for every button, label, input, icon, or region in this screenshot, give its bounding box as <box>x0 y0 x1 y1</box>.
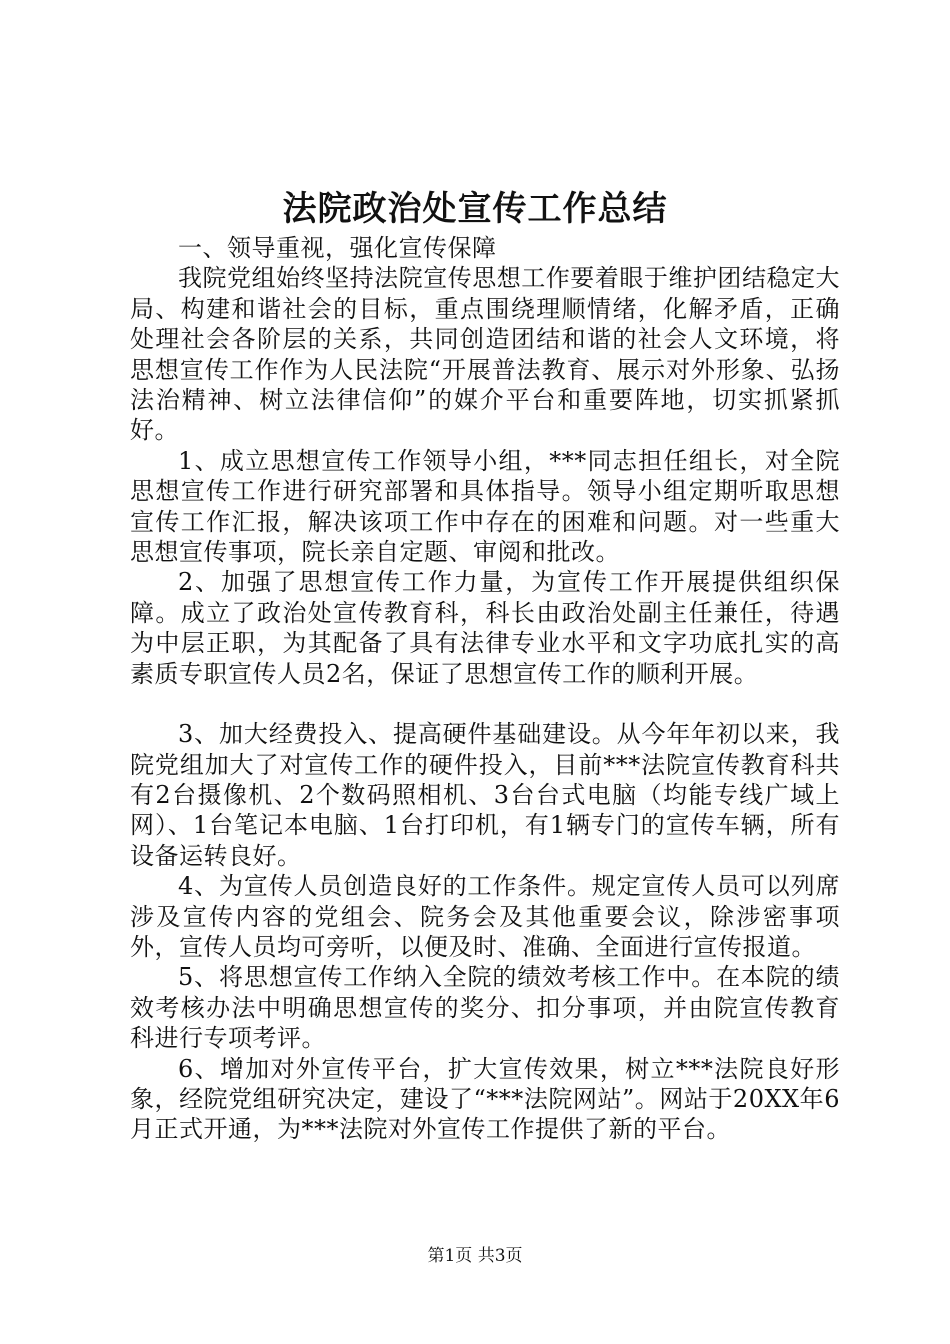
paragraph-item-6: 6、增加对外宣传平台，扩大宣传效果，树立***法院良好形象，经院党组研究决定，建设了“***法院网站”。网站于20XX年6月正式开通，为***法院对外宣传工作提供了新的平台。 <box>130 1054 840 1144</box>
document-title: 法院政治处宣传工作总结 <box>282 189 668 229</box>
paragraph-intro: 我院党组始终坚持法院宣传思想工作要着眼于维护团结稳定大局、构建和谐社会的目标，重点围绕理顺情绪，化解矛盾，正确处理社会各阶层的关系，共同创造团结和谐的社会人文环境，将思想宣传工作作为人民法院“开展普法教育、展示对外形象、弘扬法治精神、树立法律信仰”的媒介平台和重要阵地，切实抓紧抓好。 <box>130 264 840 445</box>
section-heading: 一、领导重视，强化宣传保障 <box>178 234 497 262</box>
paragraph-item-1: 1、成立思想宣传工作领导小组，***同志担任组长，对全院思想宣传工作进行研究部署和具体指导。领导小组定期听取思想宣传工作汇报，解决该项工作中存在的困难和问题。对一些重大思想宣传事项，院长亲自定题、审阅和批改。 <box>130 446 840 567</box>
paragraph-item-5: 5、将思想宣传工作纳入全院的绩效考核工作中。在本院的绩效考核办法中明确思想宣传的奖分、扣分事项，并由院宣传教育科进行专项考评。 <box>130 963 840 1053</box>
paragraph-item-2: 2、加强了思想宣传工作力量，为宣传工作开展提供组织保障。成立了政治处宣传教育科，科长由政治处副主任兼任，待遇为中层正职，为其配备了具有法律专业水平和文字功底扎实的高素质专职宣传人员2名，保证了思想宣传工作的顺利开展。 <box>130 568 840 688</box>
document-body <box>130 233 840 1145</box>
paragraph-item-3: 3、加大经费投入、提高硬件基础建设。从今年年初以来，我院党组加大了对宣传工作的硬件投入，目前***法院宣传教育科共有2台摄像机、2个数码照相机、3台台式电脑（均能专线广域上网）、1台笔记本电脑、1台打印机，有1辆专门的宣传车辆，所有设备运转良好。 <box>130 720 840 870</box>
paragraph-item-4: 4、为宣传人员创造良好的工作条件。规定宣传人员可以列席涉及宣传内容的党组会、院务会及其他重要会议，除涉密事项外，宣传人员均可旁听，以便及时、准确、全面进行宣传报道。 <box>130 872 840 961</box>
page-footer: 第1页 共3页 <box>427 1246 523 1266</box>
